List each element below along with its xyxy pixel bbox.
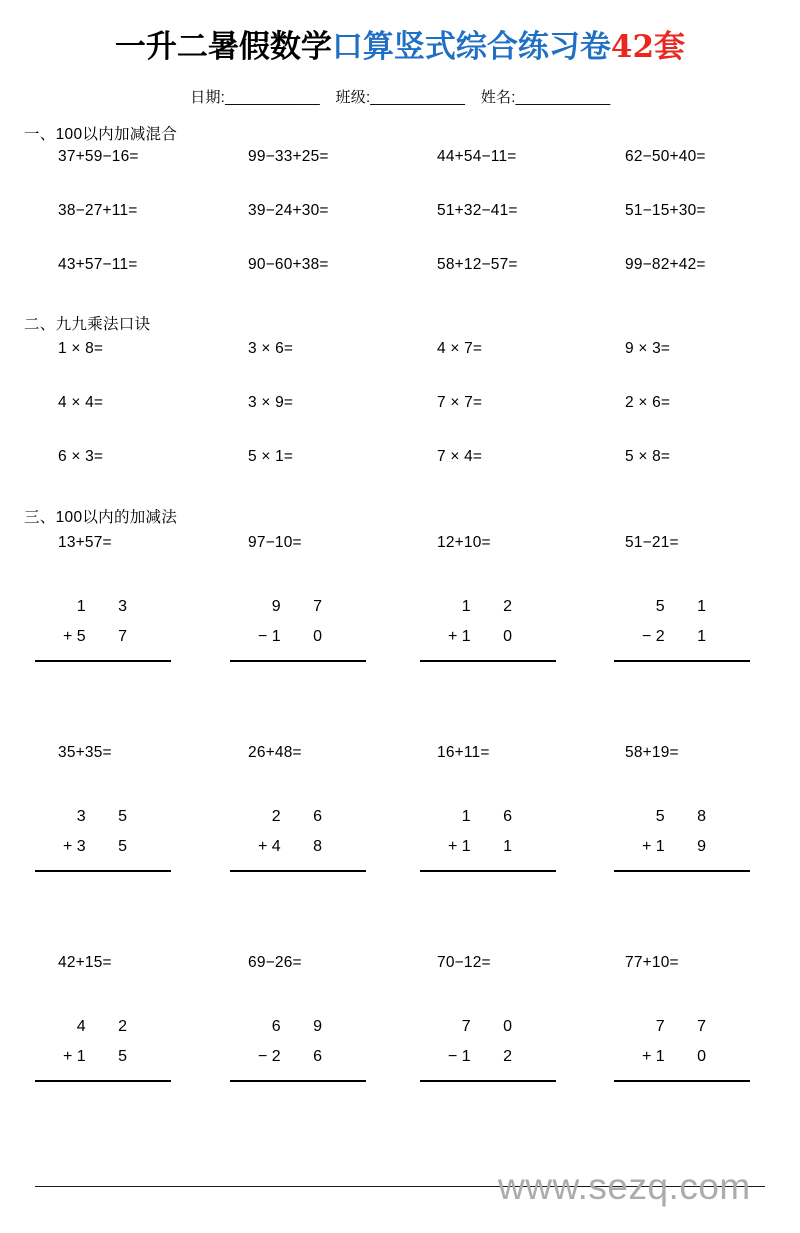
addend-bottom-line xyxy=(228,838,368,868)
column-sum[interactable] xyxy=(612,1018,752,1078)
column-sum[interactable] xyxy=(33,1018,173,1078)
column-sum[interactable] xyxy=(418,808,558,868)
addend-bottom-digits: 1 0 xyxy=(271,628,336,645)
problem-row xyxy=(0,340,800,394)
column-sum[interactable] xyxy=(33,808,173,868)
problem-item[interactable]: 4 × 4= xyxy=(58,394,104,411)
addend-bottom-line xyxy=(418,628,558,658)
student-info-row xyxy=(0,86,800,107)
addend-top-digits: 1 2 xyxy=(461,598,526,615)
operator-symbol: + xyxy=(63,1048,73,1065)
column-sum[interactable] xyxy=(612,598,752,658)
addend-bottom-line xyxy=(612,1048,752,1078)
section-3-heading: 三、100以内的加减法 xyxy=(24,509,178,526)
section-2-problem-grid xyxy=(0,340,800,502)
problem-item[interactable]: 69−26= xyxy=(248,954,302,971)
column-sum[interactable] xyxy=(228,1018,368,1078)
problem-item[interactable]: 39−24+30= xyxy=(248,202,329,219)
title-segment-red: 42套 xyxy=(610,29,686,65)
addend-top-digits: 7 0 xyxy=(461,1018,526,1035)
addend-bottom-line xyxy=(418,1048,558,1078)
problem-item[interactable]: 99−82+42= xyxy=(625,256,706,273)
date-label: 日期: xyxy=(190,89,226,106)
problem-item[interactable]: 3 × 9= xyxy=(248,394,294,411)
column-sum[interactable] xyxy=(228,808,368,868)
section-1-problem-grid xyxy=(0,148,800,310)
problem-item[interactable]: 9 × 3= xyxy=(625,340,671,357)
operator-symbol: + xyxy=(448,628,458,645)
addend-top-digits: 6 9 xyxy=(271,1018,336,1035)
problem-item[interactable]: 6 × 3= xyxy=(58,448,104,465)
sum-rule xyxy=(614,870,750,872)
title-segment-blue: 口算竖式综合练习卷 xyxy=(331,29,611,65)
name-field[interactable] xyxy=(481,89,610,106)
section-1-heading: 一、100以内加减混合 xyxy=(24,126,178,143)
addend-top-line xyxy=(33,1018,173,1048)
problem-item[interactable]: 51−21= xyxy=(625,534,679,551)
problem-item[interactable]: 37+59−16= xyxy=(58,148,139,165)
addend-bottom-digits: 1 5 xyxy=(76,1048,141,1065)
vertical-sum-row xyxy=(0,598,800,718)
addend-top-line xyxy=(228,1018,368,1048)
vertical-problem-block xyxy=(0,954,800,1138)
addend-bottom-line xyxy=(33,628,173,658)
problem-item[interactable]: 12+10= xyxy=(437,534,491,551)
addend-bottom-digits: 1 2 xyxy=(461,1048,526,1065)
section-2-heading: 二、九九乘法口诀 xyxy=(24,316,151,333)
addend-top-digits: 9 7 xyxy=(271,598,336,615)
problem-item[interactable]: 51+32−41= xyxy=(437,202,518,219)
sum-rule xyxy=(614,660,750,662)
sum-rule xyxy=(230,870,366,872)
problem-item[interactable]: 38−27+11= xyxy=(58,202,138,219)
vertical-problem-block xyxy=(0,744,800,928)
addend-top-digits: 5 1 xyxy=(655,598,720,615)
vertical-sum-row xyxy=(0,808,800,928)
page-title xyxy=(0,28,800,67)
operator-symbol: + xyxy=(63,838,73,855)
problem-item[interactable]: 3 × 6= xyxy=(248,340,294,357)
vertical-prompt-row xyxy=(0,744,800,770)
addend-top-line xyxy=(418,1018,558,1048)
date-blank-line[interactable]: ____________ xyxy=(225,89,320,106)
addend-top-line xyxy=(33,598,173,628)
addend-bottom-line xyxy=(33,838,173,868)
problem-item[interactable]: 58+12−57= xyxy=(437,256,518,273)
problem-item[interactable]: 4 × 7= xyxy=(437,340,483,357)
addend-bottom-digits: 4 8 xyxy=(271,838,336,855)
name-label: 姓名: xyxy=(480,89,516,106)
addend-top-line xyxy=(612,808,752,838)
problem-item[interactable]: 5 × 8= xyxy=(625,448,671,465)
addend-top-digits: 1 3 xyxy=(76,598,141,615)
problem-row xyxy=(0,256,800,310)
addend-top-line xyxy=(33,808,173,838)
operator-symbol: − xyxy=(258,1048,268,1065)
addend-bottom-line xyxy=(612,838,752,868)
addend-top-line xyxy=(418,808,558,838)
addend-bottom-digits: 2 1 xyxy=(655,628,720,645)
problem-item[interactable]: 99−33+25= xyxy=(248,148,329,165)
addend-bottom-digits: 5 7 xyxy=(76,628,141,645)
column-sum[interactable] xyxy=(418,1018,558,1078)
sum-rule xyxy=(35,660,171,662)
addend-bottom-digits: 2 6 xyxy=(271,1048,336,1065)
addend-bottom-line xyxy=(228,1048,368,1078)
vertical-sum-row xyxy=(0,1018,800,1138)
problem-item[interactable]: 35+35= xyxy=(58,744,112,761)
problem-item[interactable]: 62−50+40= xyxy=(625,148,706,165)
operator-symbol: − xyxy=(448,1048,458,1065)
addend-bottom-line xyxy=(418,838,558,868)
sum-rule xyxy=(420,1080,556,1082)
sum-rule xyxy=(230,1080,366,1082)
site-watermark: www.sezq.com xyxy=(498,1166,751,1207)
problem-item[interactable]: 97−10= xyxy=(248,534,302,551)
operator-symbol: + xyxy=(258,838,268,855)
problem-item[interactable]: 5 × 1= xyxy=(248,448,294,465)
problem-item[interactable]: 77+10= xyxy=(625,954,679,971)
name-blank-line[interactable]: ____________ xyxy=(515,89,610,106)
vertical-prompt-row xyxy=(0,534,800,560)
problem-row xyxy=(0,148,800,202)
problem-item[interactable]: 43+57−11= xyxy=(58,256,138,273)
problem-item[interactable]: 44+54−11= xyxy=(437,148,517,165)
operator-symbol: + xyxy=(448,838,458,855)
problem-item[interactable]: 2 × 6= xyxy=(625,394,671,411)
addend-top-digits: 5 8 xyxy=(655,808,720,825)
column-sum[interactable] xyxy=(228,598,368,658)
operator-symbol: + xyxy=(63,628,73,645)
column-sum[interactable] xyxy=(612,808,752,868)
addend-top-digits: 3 5 xyxy=(76,808,141,825)
problem-item[interactable]: 13+57= xyxy=(58,534,112,551)
date-field[interactable] xyxy=(190,89,319,106)
problem-item[interactable]: 70−12= xyxy=(437,954,491,971)
addend-bottom-digits: 3 5 xyxy=(76,838,141,855)
addend-top-digits: 4 2 xyxy=(76,1018,141,1035)
problem-item[interactable]: 58+19= xyxy=(625,744,679,761)
operator-symbol: + xyxy=(642,838,652,855)
problem-item[interactable]: 7 × 4= xyxy=(437,448,483,465)
sum-rule xyxy=(420,870,556,872)
sum-rule xyxy=(35,1080,171,1082)
addend-bottom-line xyxy=(612,628,752,658)
column-sum[interactable] xyxy=(418,598,558,658)
column-sum[interactable] xyxy=(33,598,173,658)
class-blank-line[interactable]: ____________ xyxy=(370,89,465,106)
class-field[interactable] xyxy=(336,89,465,106)
addend-top-digits: 1 6 xyxy=(461,808,526,825)
problem-item[interactable]: 51−15+30= xyxy=(625,202,706,219)
addend-bottom-line xyxy=(33,1048,173,1078)
title-segment-black: 一升二暑假数学 xyxy=(114,29,332,65)
problem-row xyxy=(0,202,800,256)
vertical-prompt-row xyxy=(0,954,800,980)
sum-rule xyxy=(420,660,556,662)
vertical-problem-block xyxy=(0,534,800,718)
addend-top-line xyxy=(612,598,752,628)
addend-bottom-digits: 1 1 xyxy=(461,838,526,855)
addend-bottom-digits: 1 9 xyxy=(655,838,720,855)
problem-item[interactable]: 1 × 8= xyxy=(58,340,104,357)
addend-top-digits: 7 7 xyxy=(655,1018,720,1035)
sum-rule xyxy=(230,660,366,662)
addend-top-line xyxy=(612,1018,752,1048)
problem-row xyxy=(0,448,800,502)
addend-top-line xyxy=(228,598,368,628)
problem-item[interactable]: 26+48= xyxy=(248,744,302,761)
addend-bottom-digits: 1 0 xyxy=(461,628,526,645)
operator-symbol: − xyxy=(642,628,652,645)
operator-symbol: − xyxy=(258,628,268,645)
sum-rule xyxy=(35,870,171,872)
class-label: 班级: xyxy=(335,89,371,106)
addend-top-line xyxy=(418,598,558,628)
addend-top-digits: 2 6 xyxy=(271,808,336,825)
sum-rule xyxy=(614,1080,750,1082)
problem-item[interactable]: 16+11= xyxy=(437,744,490,761)
problem-item[interactable]: 90−60+38= xyxy=(248,256,329,273)
problem-item[interactable]: 42+15= xyxy=(58,954,112,971)
problem-item[interactable]: 7 × 7= xyxy=(437,394,483,411)
operator-symbol: + xyxy=(642,1048,652,1065)
addend-bottom-digits: 1 0 xyxy=(655,1048,720,1065)
problem-row xyxy=(0,394,800,448)
addend-bottom-line xyxy=(228,628,368,658)
addend-top-line xyxy=(228,808,368,838)
